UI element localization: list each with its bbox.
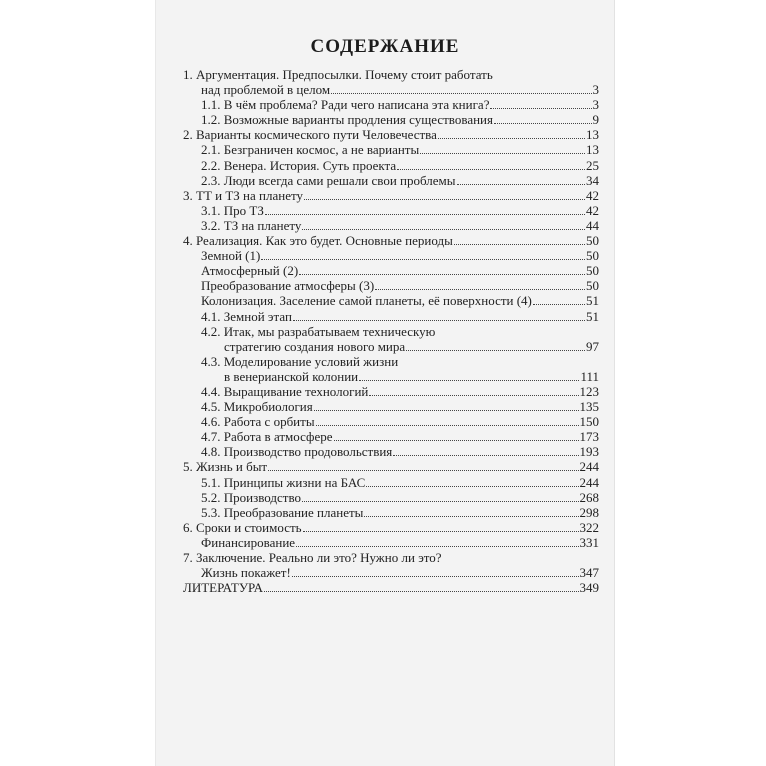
toc-entry bbox=[183, 263, 599, 278]
dot-leader bbox=[302, 501, 578, 502]
toc-entry bbox=[183, 309, 599, 324]
toc-entry-page-number: 135 bbox=[579, 399, 599, 415]
toc-entry bbox=[183, 399, 599, 414]
table-of-contents bbox=[183, 67, 599, 595]
toc-entry bbox=[183, 369, 599, 384]
toc-entry bbox=[183, 339, 599, 354]
toc-entry-page-number: 173 bbox=[579, 429, 599, 445]
toc-entry-title: 2.3. Люди всегда сами решали свои проблемы bbox=[201, 172, 456, 188]
toc-entry bbox=[183, 324, 599, 339]
toc-entry-title: ЛИТЕРАТУРА bbox=[183, 580, 263, 596]
toc-entry-title: 4.7. Работа в атмосфере bbox=[201, 429, 333, 445]
toc-entry bbox=[183, 248, 599, 263]
toc-entry-title: 1.1. В чём проблема? Ради чего написана эта книга? bbox=[201, 97, 490, 113]
dot-leader bbox=[268, 470, 578, 471]
toc-entry-page-number: 51 bbox=[586, 308, 599, 324]
toc-entry bbox=[183, 278, 599, 293]
toc-entry-page-number: 349 bbox=[579, 580, 599, 596]
toc-entry bbox=[183, 580, 599, 595]
toc-entry-title: 3. ТТ и ТЗ на планету bbox=[183, 187, 303, 203]
toc-entry-title: 4. Реализация. Как это будет. Основные периоды bbox=[183, 233, 453, 249]
toc-entry bbox=[183, 429, 599, 444]
toc-entry-page-number: 25 bbox=[586, 157, 599, 173]
toc-entry-title: Финансирование bbox=[201, 534, 296, 550]
dot-leader bbox=[397, 169, 585, 170]
toc-entry-title: 3.2. ТЗ на планету bbox=[201, 217, 302, 233]
toc-entry-page-number: 3 bbox=[592, 82, 599, 98]
dot-leader bbox=[438, 138, 585, 139]
toc-entry bbox=[183, 67, 599, 82]
toc-entry-title: 2.1. Безграничен космос, а не варианты bbox=[201, 142, 420, 158]
toc-entry-page-number: 34 bbox=[586, 172, 599, 188]
toc-entry-title: Земной (1) bbox=[201, 248, 261, 264]
dot-leader bbox=[457, 184, 585, 185]
toc-entry bbox=[183, 112, 599, 127]
toc-entry-page-number: 322 bbox=[579, 519, 599, 535]
toc-entry-page-number: 111 bbox=[580, 368, 599, 384]
dot-leader bbox=[303, 531, 579, 532]
dot-leader bbox=[533, 304, 585, 305]
dot-leader bbox=[293, 320, 585, 321]
toc-entry-page-number: 331 bbox=[579, 534, 599, 550]
toc-entry-title: в венерианской колонии bbox=[224, 368, 359, 384]
toc-entry-title: над проблемой в целом bbox=[201, 82, 331, 98]
dot-leader bbox=[494, 123, 592, 124]
toc-entry-page-number: 150 bbox=[579, 414, 599, 430]
toc-entry-title: стратегию создания нового мира bbox=[224, 338, 406, 354]
toc-entry-title: 5.2. Производство bbox=[201, 489, 302, 505]
page-title: СОДЕРЖАНИЕ bbox=[310, 36, 460, 57]
toc-entry-title: 7. Заключение. Реально ли это? Нужно ли это? bbox=[183, 550, 442, 565]
toc-entry-page-number: 268 bbox=[579, 489, 599, 505]
toc-entry-page-number: 50 bbox=[586, 248, 599, 264]
toc-entry-title: Атмосферный (2) bbox=[201, 263, 299, 279]
toc-entry bbox=[183, 444, 599, 459]
toc-entry-title: 5. Жизнь и быт bbox=[183, 459, 268, 475]
toc-entry-page-number: 51 bbox=[586, 293, 599, 309]
toc-entry-page-number: 193 bbox=[579, 444, 599, 460]
dot-leader bbox=[302, 229, 585, 230]
toc-entry bbox=[183, 490, 599, 505]
toc-entry-title: 1.2. Возможные варианты продления существования bbox=[201, 112, 493, 128]
toc-entry bbox=[183, 188, 599, 203]
toc-entry-title: 4.2. Итак, мы разрабатываем техническую bbox=[201, 323, 436, 339]
dot-leader bbox=[490, 108, 591, 109]
toc-entry bbox=[183, 565, 599, 580]
dot-leader bbox=[366, 486, 578, 487]
toc-entry bbox=[183, 203, 599, 218]
dot-leader bbox=[296, 546, 578, 547]
dot-leader bbox=[393, 455, 578, 456]
toc-entry-page-number: 3 bbox=[592, 97, 599, 113]
toc-entry-title: 4.3. Моделирование условий жизни bbox=[201, 353, 399, 369]
toc-entry-page-number: 123 bbox=[579, 383, 599, 399]
toc-entry-title: Жизнь покажет! bbox=[201, 565, 291, 581]
toc-entry bbox=[183, 127, 599, 142]
toc-entry-page-number: 244 bbox=[579, 459, 599, 475]
toc-entry-title: 4.1. Земной этап bbox=[201, 308, 292, 324]
dot-leader bbox=[292, 576, 579, 577]
dot-leader bbox=[265, 214, 585, 215]
toc-entry-title: Колонизация. Заселение самой планеты, её поверхности (4) bbox=[201, 293, 532, 309]
dot-leader bbox=[316, 425, 579, 426]
toc-entry bbox=[183, 97, 599, 112]
toc-entry-page-number: 50 bbox=[586, 263, 599, 279]
toc-entry-title: 3.1. Про ТЗ bbox=[201, 202, 264, 218]
toc-entry-title: 2.2. Венера. История. Суть проекта bbox=[201, 157, 397, 173]
toc-entry bbox=[183, 414, 599, 429]
toc-entry bbox=[183, 218, 599, 233]
toc-entry bbox=[183, 233, 599, 248]
toc-entry-title: 2. Варианты космического пути Человечества bbox=[183, 127, 437, 143]
toc-entry bbox=[183, 550, 599, 565]
toc-entry-page-number: 50 bbox=[586, 278, 599, 294]
toc-entry bbox=[183, 535, 599, 550]
toc-entry-title: Преобразование атмосферы (3) bbox=[201, 278, 375, 294]
toc-entry bbox=[183, 520, 599, 535]
toc-entry-page-number: 44 bbox=[586, 217, 599, 233]
toc-entry bbox=[183, 142, 599, 157]
dot-leader bbox=[261, 259, 585, 260]
toc-entry-title: 4.8. Производство продовольствия bbox=[201, 444, 393, 460]
toc-entry-title: 6. Сроки и стоимость bbox=[183, 519, 302, 535]
toc-entry bbox=[183, 173, 599, 188]
toc-entry-page-number: 50 bbox=[586, 233, 599, 249]
toc-entry-page-number: 13 bbox=[586, 142, 599, 158]
dot-leader bbox=[314, 410, 579, 411]
toc-entry-title: 1. Аргументация. Предпосылки. Почему стоит работать bbox=[183, 67, 493, 82]
toc-entry bbox=[183, 384, 599, 399]
toc-entry-title: 4.4. Выращивание технологий bbox=[201, 383, 369, 399]
dot-leader bbox=[304, 199, 585, 200]
dot-leader bbox=[334, 440, 579, 441]
dot-leader bbox=[364, 516, 578, 517]
dot-leader bbox=[331, 93, 591, 94]
toc-entry-page-number: 347 bbox=[579, 565, 599, 581]
dot-leader bbox=[406, 350, 585, 351]
toc-entry-title: 5.1. Принципы жизни на БАС bbox=[201, 474, 366, 490]
toc-entry-title: 4.5. Микробиология bbox=[201, 399, 313, 415]
toc-entry bbox=[183, 82, 599, 97]
toc-entry-page-number: 97 bbox=[586, 338, 599, 354]
book-page bbox=[155, 0, 615, 766]
dot-leader bbox=[264, 591, 579, 592]
toc-entry-page-number: 244 bbox=[579, 474, 599, 490]
toc-entry bbox=[183, 293, 599, 308]
dot-leader bbox=[420, 153, 585, 154]
toc-entry-page-number: 9 bbox=[592, 112, 599, 128]
toc-entry-title: 5.3. Преобразование планеты bbox=[201, 504, 364, 520]
dot-leader bbox=[369, 395, 578, 396]
toc-entry-page-number: 298 bbox=[579, 504, 599, 520]
dot-leader bbox=[375, 289, 585, 290]
toc-entry bbox=[183, 354, 599, 369]
toc-entry bbox=[183, 475, 599, 490]
dot-leader bbox=[454, 244, 585, 245]
toc-entry bbox=[183, 505, 599, 520]
toc-entry-page-number: 13 bbox=[586, 127, 599, 143]
dot-leader bbox=[299, 274, 585, 275]
toc-entry bbox=[183, 158, 599, 173]
dot-leader bbox=[359, 380, 579, 381]
toc-entry-page-number: 42 bbox=[586, 202, 599, 218]
toc-entry-page-number: 42 bbox=[586, 187, 599, 203]
toc-entry bbox=[183, 459, 599, 474]
toc-entry-title: 4.6. Работа с орбиты bbox=[201, 414, 315, 430]
